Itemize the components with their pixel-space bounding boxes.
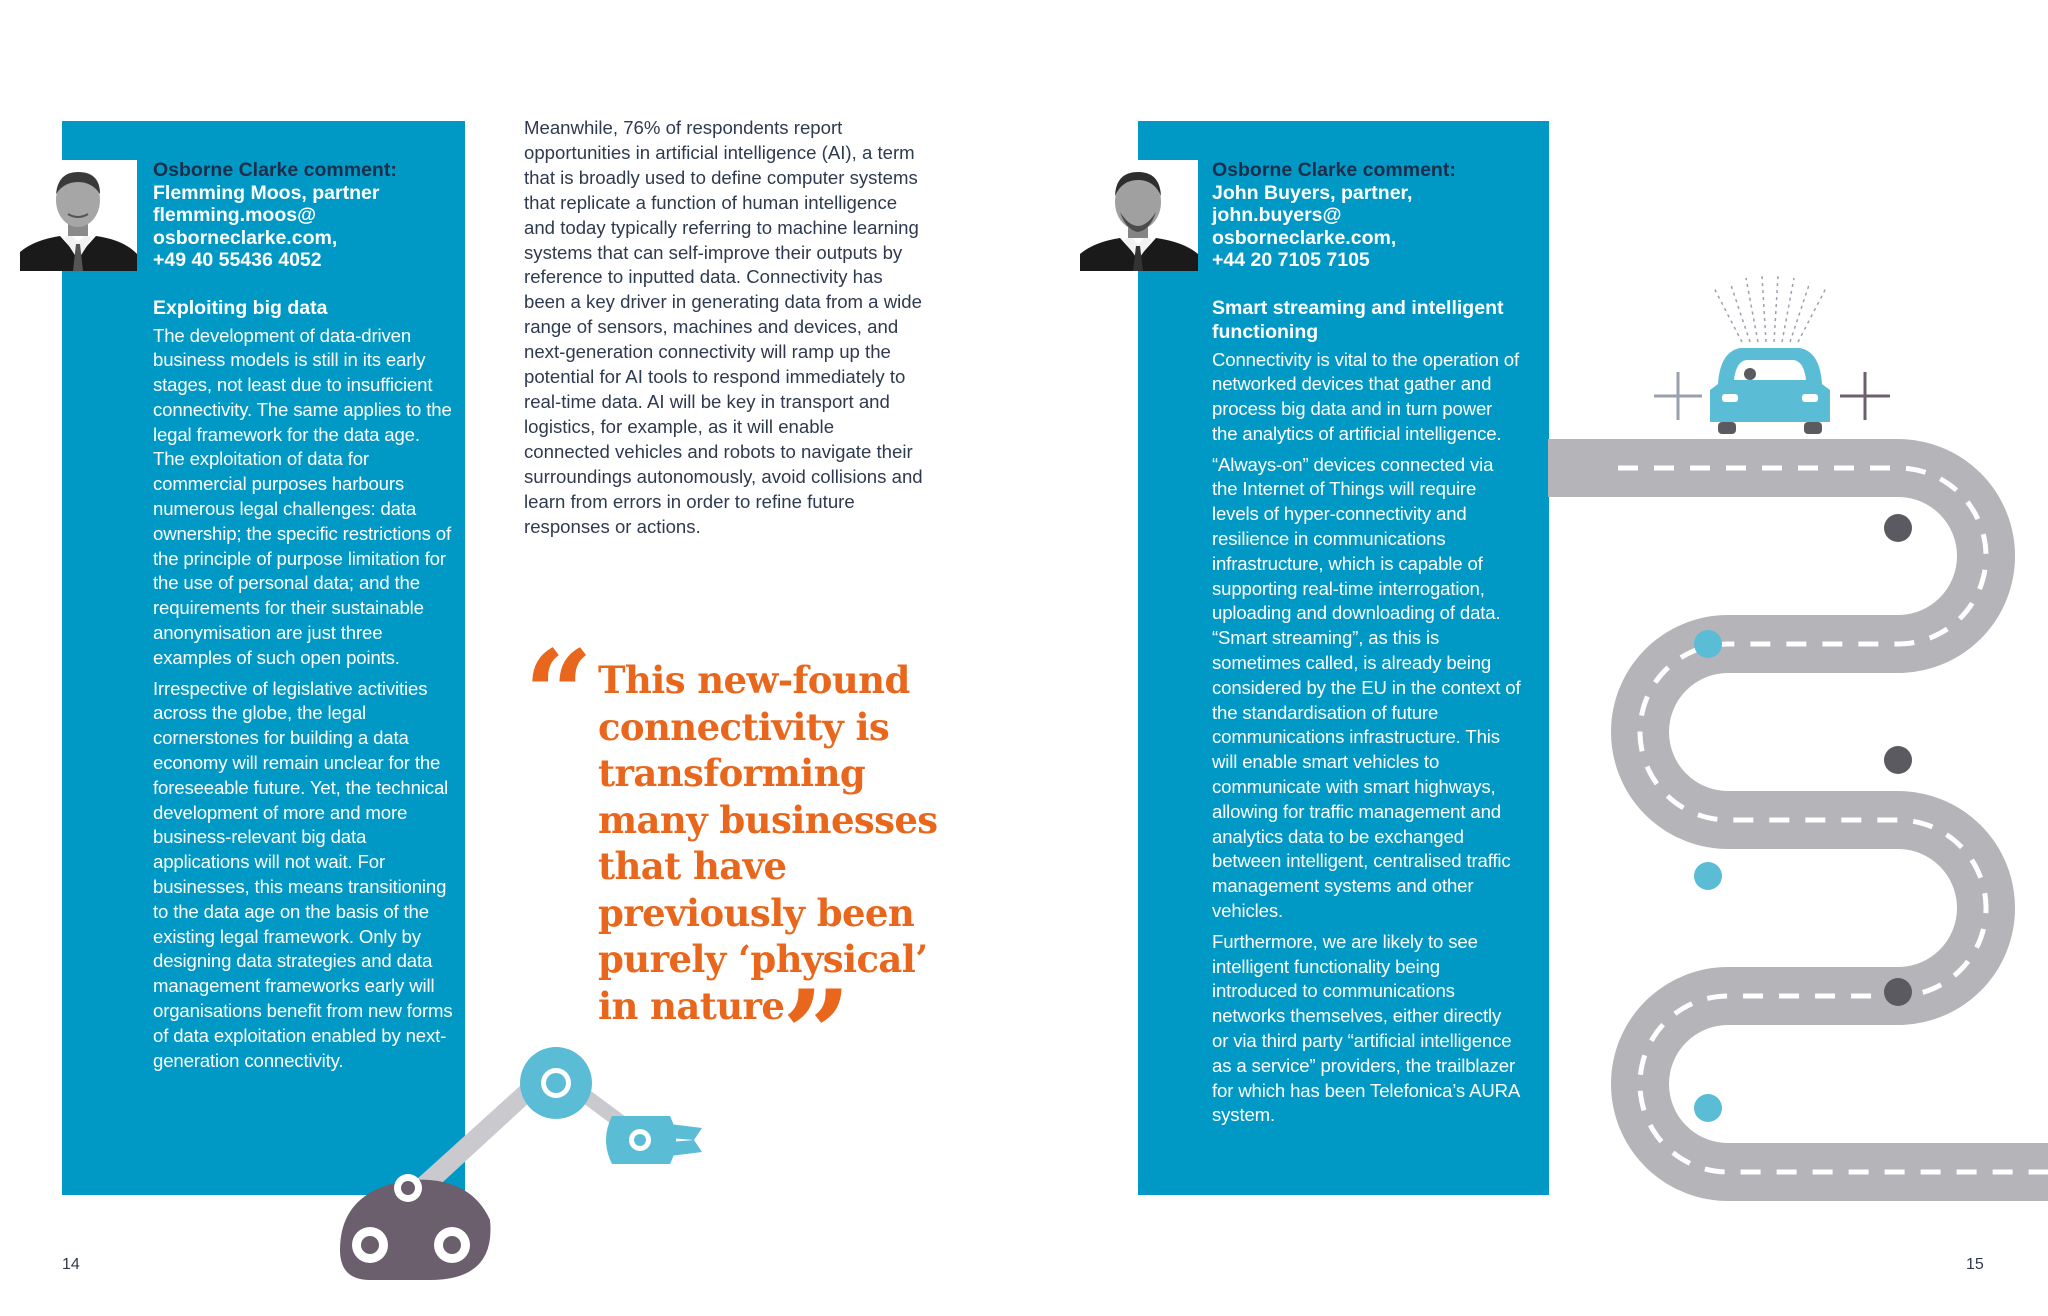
author-phone: +44 20 7105 7105 (1212, 249, 1370, 271)
quote-text: This new-found connectivity is transforming many businesses that have previously been purely ‘physical’ in nature (598, 658, 938, 1028)
body-paragraph: The development of data-driven business models is still in its early stages, not least due to insufficient connectivity. The same applies to the legal framework for the data age. The exploitation of data for commercial purposes harbours numerous legal challenges: data ownership; the specific restrictions of the principle of purpose limitation for the use of personal data; and the requirements for their sustainable anonymisation are just three examples of such open points. (153, 324, 452, 668)
body-paragraph: Furthermore, we are likely to see intelligent functionality being introduced to communications networks themselves, either directly or via third party “artificial intelligence as a service” providers, the trailblazer for which has been Telefonica’s AURA system. (1212, 930, 1520, 1126)
right-comment-text (1212, 159, 1522, 1134)
author-email-line1[interactable]: flemming.moos@ (153, 204, 317, 226)
author-email-line1[interactable]: john.buyers@ (1212, 204, 1342, 226)
author-name: Flemming Moos, partner (153, 181, 380, 204)
author-email-line2[interactable]: osborneclarke.com, (153, 226, 338, 249)
section-title: Exploiting big data (153, 296, 328, 319)
connected-car-icon (1650, 272, 1900, 442)
comment-heading: Osborne Clarke comment: (1212, 159, 1456, 181)
winding-road-icon (1548, 440, 2048, 1200)
body-paragraph: Irrespective of legislative activities across the globe, the legal cornerstones for building a data economy will remain unclear for the foreseeable future. Yet, the technical development of more and more business-relevant big data applications will not wait. For businesses, this means transitioning to the data age on the basis of the existing legal framework. Only by designing data strategies and data management frameworks early will organisations benefit from new forms of data exploitation enabled by next-generation connectivity. (153, 677, 453, 1071)
author-name: John Buyers, partner, (1212, 181, 1413, 204)
left-comment-text (153, 159, 453, 1079)
open-quote-mark: “ (524, 624, 594, 765)
body-paragraph: “Always-on” devices connected via the Internet of Things will require levels of hyper-connectivity and resilience in communications infrastructure, which is capable of supporting real-time interrogation, uploading and downloading of data. “Smart streaming”, as this is sometimes called, is already being considered by the EU in the context of the standardisation of future communications infrastructure. This will enable smart vehicles to communicate with smart highways, allowing for traffic management and analytics data to be exchanged between intelligent, centralised traffic management systems and other vehicles. (1212, 453, 1521, 922)
author-phone: +49 40 55436 4052 (153, 249, 322, 271)
page-number-right: 15 (1966, 1256, 1984, 1273)
page-number-left: 14 (62, 1256, 80, 1273)
flemming-moos-portrait (20, 160, 137, 271)
left-contact-block (153, 159, 453, 272)
section-title: Smart streaming and intelligent functioning (1212, 296, 1504, 343)
body-paragraph: Connectivity is vital to the operation of networked devices that gather and process big data and in turn power the analytics of artificial intelligence. (1212, 348, 1520, 444)
middle-body-text: Meanwhile, 76% of respondents report opportunities in artificial intelligence (AI), a term that is broadly used to define computer systems that replicate a function of human intelligence and today typically referring to machine learning systems that can self-improve their outputs by reference to inputted data. Connectivity has been a key driver in generating data from a wide range of sensors, machines and devices, and next-generation connectivity will ramp up the potential for AI tools to respond immediately to real-time data. AI will be key in transport and logistics, for example, as it will enable connected vehicles and robots to navigate their surroundings autonomously, avoid collisions and learn from errors in order to refine future responses or actions. (524, 117, 923, 537)
comment-heading: Osborne Clarke comment: (153, 159, 397, 181)
robot-arm-icon (320, 1040, 740, 1290)
right-contact-block (1212, 159, 1522, 272)
john-buyers-portrait (1080, 160, 1198, 271)
author-email-line2[interactable]: osborneclarke.com, (1212, 226, 1397, 249)
close-quote-mark: ” (782, 964, 852, 1105)
